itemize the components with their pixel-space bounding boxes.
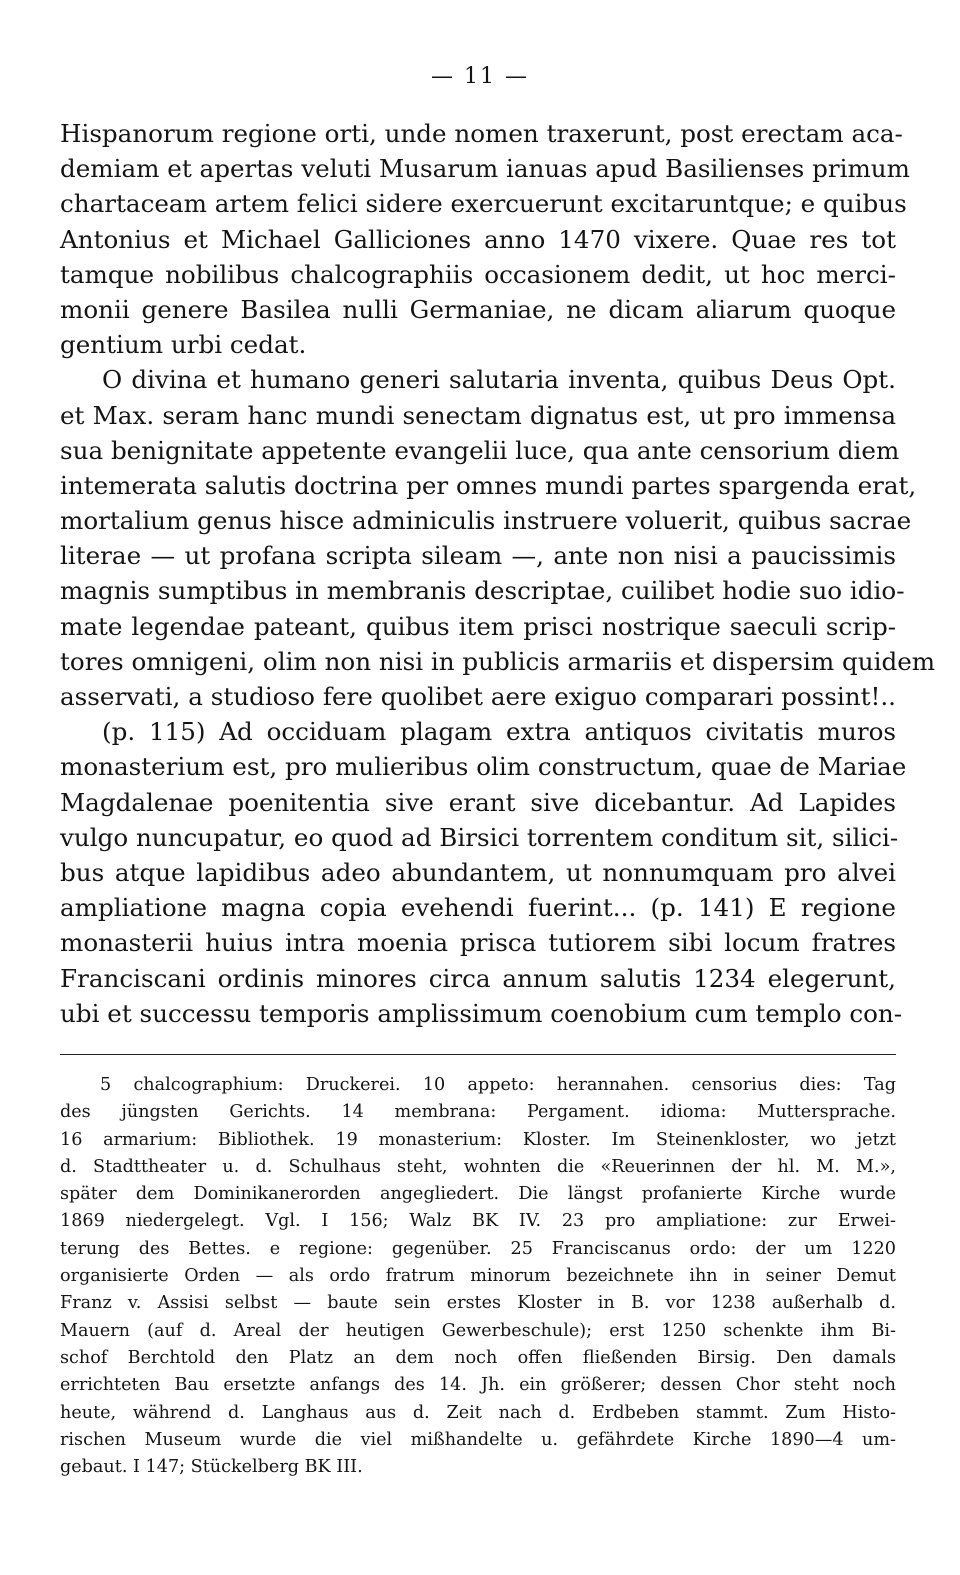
text-line: (p. 115) Ad occiduam plagam extra antiquos civitatis muros [102,717,896,747]
footnote-divider [60,1054,896,1055]
text-line: asservati, a studioso fere quolibet aere exiguo comparari possint!.. [60,682,896,711]
footnote-line: des jüngsten Gerichts. 14 membrana: Pergament. idioma: Muttersprache. [60,1102,896,1123]
text-line: gentium urbi cedat. [60,330,307,360]
footnote-line: Mauern (auf d. Areal der heutigen Gewerbeschule); erst 1250 schenkte ihm Bi- [60,1320,896,1341]
footnote-line: Franz v. Assisi selbst — baute sein erstes Kloster in B. vor 1238 außerhalb d. [60,1293,896,1314]
footnote-line: errichteten Bau ersetzte anfangs des 14. Jh. ein größerer; dessen Chor steht noch [60,1375,896,1396]
footnote-line: später dem Dominikanerorden angegliedert. Die längst profanierte Kirche wurde [60,1184,896,1205]
text-line: intemerata salutis doctrina per omnes mundi partes spargenda erat, [60,470,917,500]
text-line: monii genere Basilea nulli Germaniae, ne dicam aliarum quoque [60,294,896,324]
text-line: monasterium est, pro mulieribus olim constructum, quae de Mariae [60,752,907,782]
text-line: O divina et humano generi salutaria inventa, quibus Deus Opt. [102,365,896,395]
text-line: chartaceam artem felici sidere exercuerunt excitaruntque; e quibus [60,189,907,219]
text-line: magnis sumptibus in membranis descriptae, cuilibet hodie suo idio- [60,576,905,606]
footnotes [60,1072,896,1481]
text-line: vulgo nuncupatur, eo quod ad Birsici torrentem conditum sit, silici- [60,822,899,852]
text-line: mate legendae pateant, quibus item prisci nostrique saeculi scrip- [60,611,896,641]
footnote-line: 5 chalcographium: Druckerei. 10 appeto: herannahen. censorius dies: Tag [100,1075,896,1095]
text-line: demiam et apertas veluti Musarum ianuas apud Basilienses primum [60,154,910,184]
text-line: monasterii huius intra moenia prisca tutiorem sibi locum fratres [60,928,896,958]
text-line: et Max. seram hanc mundi senectam dignatus est, ut pro immensa [60,400,896,430]
footnote-line: organisierte Orden — als ordo fratrum minorum bezeichnete ihn in seiner Demut [60,1266,896,1287]
text-line: Hispanorum regione orti, unde nomen traxerunt, post erectam aca- [60,119,903,148]
text-line: ubi et successu temporis amplissimum coenobium cum templo con- [60,998,903,1028]
footnote-line: d. Stadttheater u. d. Schulhaus steht, wohnten die «Reuerinnen der hl. M. M.», [60,1156,896,1177]
footnote-line: 1869 niedergelegt. Vgl. I 156; Walz BK IV. 23 pro ampliatione: zur Erwei- [60,1211,896,1232]
main-text [60,116,936,1031]
footnote-line: schof Berchtold den Platz an dem noch offen fließenden Birsig. Den damals [60,1347,896,1368]
text-line: sua benignitate appetente evangelii luce, qua ante censorium diem [60,435,900,465]
text-line: literae — ut profana scripta sileam —, ante non nisi a paucissimis [60,541,896,571]
footnote-line: 16 armarium: Bibliothek. 19 monasterium: Kloster. Im Steinenkloster, wo jetzt [60,1129,896,1150]
text-line: Magdalenae poenitentia sive erant sive dicebantur. Ad Lapides [60,787,896,817]
text-line: Franciscani ordinis minores circa annum salutis 1234 elegerunt, [60,963,896,993]
text-line: bus atque lapidibus adeo abundantem, ut nonnumquam pro alvei [60,857,896,887]
footnote-line: terung des Bettes. e regione: gegenüber. 25 Franciscanus ordo: der um 1220 [60,1238,896,1259]
text-line: mortalium genus hisce adminiculis instruere voluerit, quibus sacrae [60,506,912,536]
text-line: tamque nobilibus chalcographiis occasionem dedit, ut hoc merci- [60,259,896,289]
text-line: Antonius et Michael Galliciones anno 1470 vixere. Quae res tot [60,224,896,254]
footnote-line: gebaut. I 147; Stückelberg BK III. [60,1457,363,1478]
text-line: ampliatione magna copia evehendi fuerint... (p. 141) E regione [60,893,896,923]
page-number-header: — 11 — [431,64,529,89]
footnote-line: rischen Museum wurde die viel mißhandelte u. gefährdete Kirche 1890—4 um- [60,1429,896,1450]
text-line: tores omnigeni, olim non nisi in publicis armariis et dispersim quidem [60,646,936,676]
footnote-line: heute, während d. Langhaus aus d. Zeit nach d. Erdbeben stammt. Zum Histo- [60,1402,896,1423]
